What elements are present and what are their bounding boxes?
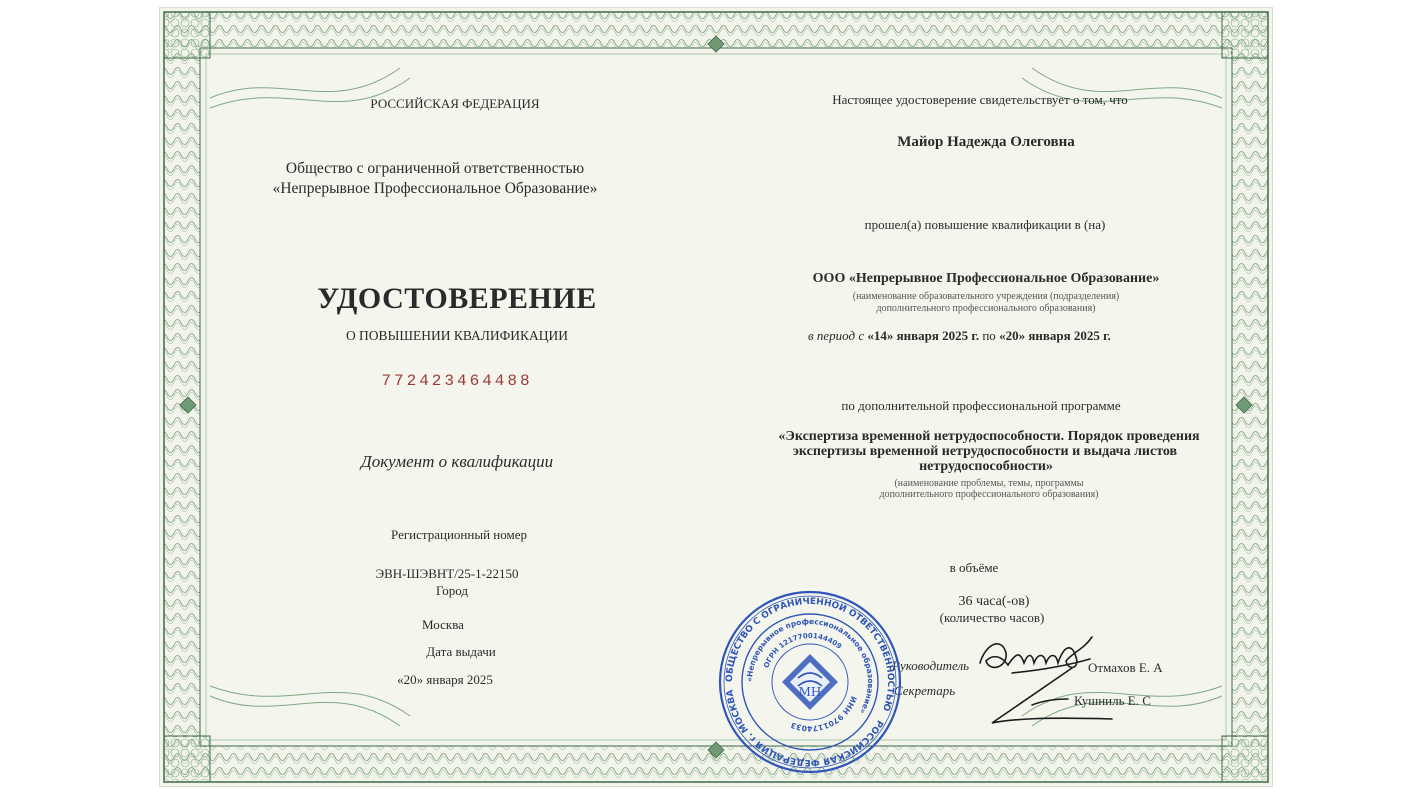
program-title-line-1: «Экспертиза временной нетрудоспособности. Порядок проведения: [778, 429, 1200, 444]
svg-text:ИНН 9701174033: [790, 695, 859, 733]
country-label: РОССИЙСКАЯ ФЕДЕРАЦИЯ: [370, 96, 540, 111]
document-subtitle: О ПОВЫШЕНИИ КВАЛИФИКАЦИИ: [345, 328, 569, 343]
org-name-line-1: Общество с ограниченной ответственностью: [285, 160, 585, 177]
seal-center-letters: МН: [798, 685, 822, 699]
registration-label: Регистрационный номер: [391, 527, 527, 542]
city-value: Москва: [422, 617, 464, 632]
intro-text: Настоящее удостоверение свидетельствует о том, что: [832, 92, 1128, 107]
seal-ogrn: ОГРН 1217700144409: [762, 631, 844, 670]
program-title-line-3: нетрудоспособности»: [919, 459, 1053, 474]
secretary-name: Кушниль Е. С: [1074, 693, 1151, 708]
org-name-line-2: «Непрерывное Профессиональное Образование»: [272, 180, 598, 197]
signatures: [972, 623, 1122, 738]
official-seal: [716, 588, 904, 776]
certificate: [160, 8, 1272, 786]
registration-number: ЭВН-ШЭВНТ/25-1-22150: [375, 566, 519, 581]
recipient-name: Майор Надежда Олеговна: [897, 134, 1075, 150]
program-label: по дополнительной профессиональной программе: [841, 398, 1121, 413]
head-label: Руководитель: [892, 658, 970, 673]
seal-inn: ИНН 9701174033: [789, 694, 859, 734]
document-type: Документ о квалификации: [360, 452, 554, 471]
program-caption-2: дополнительного профессионального образования): [879, 489, 1099, 500]
program-title-line-2: экспертизы временной нетрудоспособности и выдача листов: [792, 444, 1178, 459]
seal-bottom-text: РОССИЙСКАЯ ФЕДЕРАЦИЯ г. МОСКВА: [725, 688, 885, 768]
document-title: УДОСТОВЕРЕНИЕ: [317, 282, 597, 315]
seal-logo-icon: [782, 654, 838, 710]
period-from-date: «14» января 2025 г.: [867, 328, 980, 343]
period-line: [808, 328, 1111, 344]
institution-caption-1: (наименование образовательного учреждения (подразделения): [852, 291, 1120, 302]
institution-caption-2: дополнительного профессионального образования): [876, 303, 1096, 314]
seal-outer-text: ОБЩЕСТВО С ОГРАНИЧЕННОЙ ОТВЕТСТВЕННОСТЬЮ: [724, 596, 896, 713]
hours-value: 36 часа(-ов): [958, 594, 1030, 609]
serial-number: 772423464488: [381, 372, 533, 390]
period-to-label: по: [982, 328, 996, 343]
issue-date-value: «20» января 2025: [397, 672, 493, 687]
issue-date-label: Дата выдачи: [426, 644, 496, 659]
period-to-date: «20» января 2025 г.: [999, 328, 1111, 343]
volume-label: в объёме: [949, 560, 999, 575]
institution-name: ООО «Непрерывное Профессиональное Образование»: [812, 271, 1160, 286]
secretary-label: Секретарь: [894, 683, 956, 698]
passed-text: прошел(а) повышение квалификации в (на): [864, 217, 1106, 232]
seal-inner-ring-text: «Непрерывное профессиональное образование»: [744, 616, 876, 716]
period-from-label: в период с: [808, 328, 865, 343]
head-name: Отмахов Е. А: [1088, 660, 1163, 675]
program-caption-1: (наименование проблемы, темы, программы: [894, 478, 1084, 489]
city-label: Город: [435, 583, 469, 598]
hours-caption: (количество часов): [939, 610, 1045, 625]
